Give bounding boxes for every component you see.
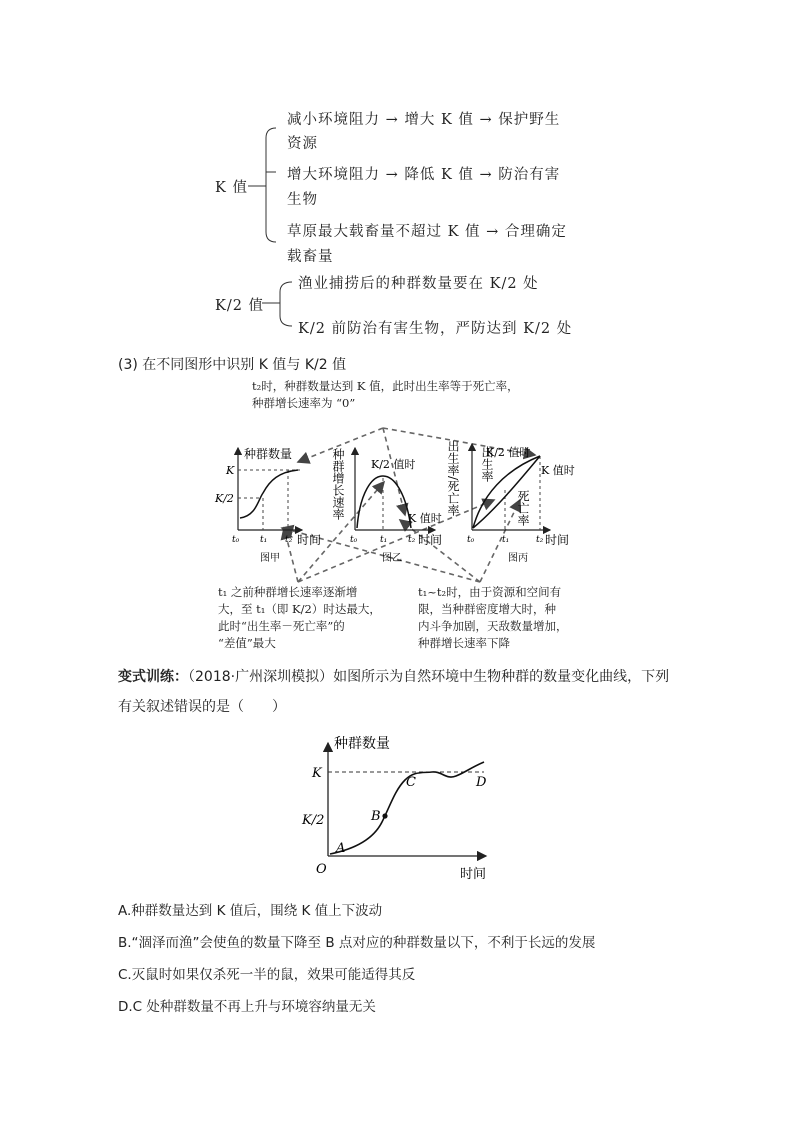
bing-x2: t₂ xyxy=(536,535,544,545)
yi-caption: 图乙 xyxy=(382,553,402,564)
section-number: (3) xyxy=(118,357,138,373)
kvalue-branch-1-line1: 减小环境阻力 → 增大 K 值 → 保护野生 xyxy=(287,112,561,128)
bing-ylabel: 出生率/死亡率 xyxy=(446,440,460,517)
kvalue-branch-2-line2: 生物 xyxy=(287,192,318,208)
bing-label-birth: 出生率 xyxy=(480,446,494,482)
note-top: t₂时，种群数量达到 K 值，此时出生率等于死亡率， 种群增长速率为 “0” xyxy=(252,379,519,410)
option-b[interactable]: B.“涸泽而渔”会使鱼的数量下降至 B 点对应的种群数量以下，不利于长远的发展 xyxy=(118,935,596,951)
jia-x2: t₂ xyxy=(285,535,293,545)
bing-xlabel: 时间 xyxy=(545,533,570,547)
graph2-ylabel: 种群数量 xyxy=(334,736,390,752)
kvalue-root-label: K 值 xyxy=(215,180,248,196)
kvalue-branch-3-line2: 载畜量 xyxy=(287,249,334,265)
yi-label-k2: K/2 值时 xyxy=(371,458,416,471)
yi-xlabel: 时间 xyxy=(418,533,443,547)
bing-label-k: K 值时 xyxy=(541,464,575,477)
k2-root-label: K/2 值 xyxy=(215,298,265,314)
section-title: 在不同图形中识别 K 值与 K/2 值 xyxy=(142,357,347,373)
kvalue-branch-1-line2: 资源 xyxy=(287,136,318,152)
graph2-xlabel: 时间 xyxy=(460,867,487,882)
point-b-marker xyxy=(382,813,387,818)
jia-tick-k2: K/2 xyxy=(215,492,234,505)
graph2-tick-k2: K/2 xyxy=(302,813,325,828)
option-d[interactable]: D.C 处种群数量不再上升与环境容纳量无关 xyxy=(118,999,376,1015)
exercise-label: 变式训练： xyxy=(118,669,188,685)
jia-xlabel: 时间 xyxy=(297,533,322,547)
bing-x1: t₁ xyxy=(502,535,510,545)
bing-label-death: 死亡率 xyxy=(516,490,530,526)
graph2-point-c: C xyxy=(406,775,416,790)
graph2-tick-k: K xyxy=(312,766,322,781)
note-bottom-left: t₁ 之前种群增长速率逐渐增 大，至 t₁（即 K/2）时达最大， 此时“出生率－死亡率”的 “差值”最大 xyxy=(218,585,381,650)
jia-x1: t₁ xyxy=(260,535,268,545)
graph2-point-b: B xyxy=(371,809,381,824)
graph2-point-a: A xyxy=(336,841,346,856)
jia-ylabel: 种群数量 xyxy=(244,447,293,461)
jia-tick-k: K xyxy=(226,464,235,477)
kvalue-branch-3-line1: 草原最大载畜量不超过 K 值 → 合理确定 xyxy=(287,224,567,240)
yi-x2: t₂ xyxy=(408,535,416,545)
jia-x0: t₀ xyxy=(232,535,240,545)
option-c[interactable]: C.灭鼠时如果仅杀死一半的鼠，效果可能适得其反 xyxy=(118,967,416,983)
exercise-stem-line2: 有关叙述错误的是（ ） xyxy=(118,699,286,715)
bing-label-k2: K/2 值时 xyxy=(486,446,531,459)
kvalue-branch-2-line1: 增大环境阻力 → 降低 K 值 → 防治有害 xyxy=(287,167,561,183)
bing-caption: 图丙 xyxy=(508,553,528,564)
jia-caption: 图甲 xyxy=(260,553,280,564)
k2-branch-2: K/2 前防治有害生物，严防达到 K/2 处 xyxy=(298,321,573,337)
graph2-point-d: D xyxy=(476,775,487,790)
note-bottom-right: t₁~t₂时，由于资源和空间有 限，当种群密度增大时，种 内斗争加剧，天敌数量增加， 种群增长速率下降 xyxy=(418,585,568,650)
yi-x0: t₀ xyxy=(350,535,358,545)
option-a[interactable]: A.种群数量达到 K 值后，围绕 K 值上下波动 xyxy=(118,903,383,919)
bing-x0: t₀ xyxy=(467,535,475,545)
k2-branch-1: 渔业捕捞后的种群数量要在 K/2 处 xyxy=(298,276,539,292)
graph2-origin: O xyxy=(316,862,327,877)
yi-ylabel: 种群增长速率 xyxy=(331,448,345,520)
yi-x1: t₁ xyxy=(380,535,388,545)
yi-label-k: K 值时 xyxy=(408,512,442,525)
exercise-stem-text: （2018·广州深圳模拟）如图所示为自然环境中生物种群的数量变化曲线，下列 xyxy=(188,669,670,685)
